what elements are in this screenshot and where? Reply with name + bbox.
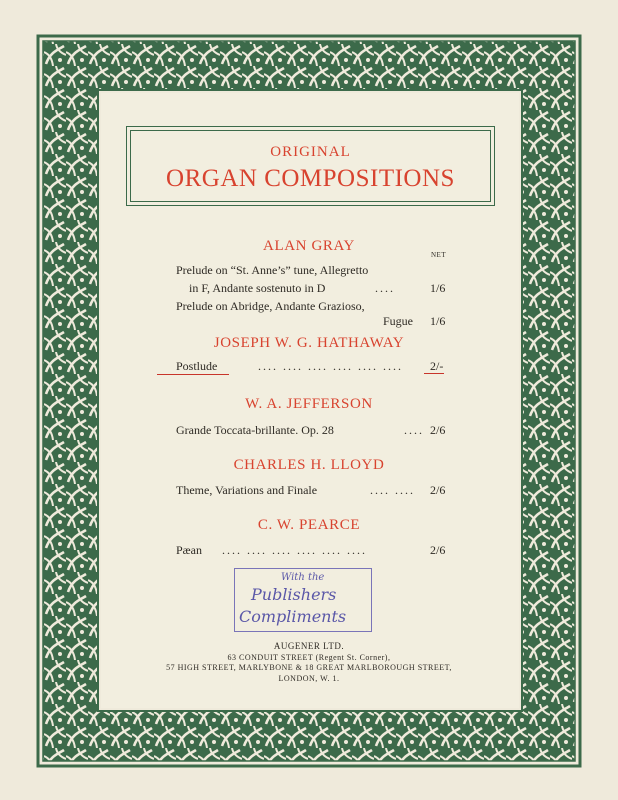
work-hathaway-dots: .... .... .... .... .... ....: [258, 359, 403, 373]
work-pearce-price: 2/6: [430, 543, 446, 557]
net-label: NET: [431, 251, 447, 259]
stamp-line-2: Publishers: [251, 585, 337, 604]
work-pearce-title: Pæan: [176, 543, 203, 557]
price-underline: [424, 373, 444, 374]
work-gray-2-line1: Prelude on Abridge, Andante Grazioso,: [176, 299, 365, 313]
publisher-address-1: 63 CONDUIT STREET (Regent St. Corner),: [227, 653, 391, 662]
work-lloyd-title: Theme, Variations and Finale: [176, 483, 318, 497]
title-organ-compositions: ORGAN COMPOSITIONS: [166, 165, 455, 192]
composer-hathaway: JOSEPH W. G. HATHAWAY: [213, 335, 405, 351]
work-pearce-dots: .... .... .... .... .... ....: [222, 543, 367, 557]
publishers-compliments-stamp: [234, 568, 372, 632]
work-hathaway-price: 2/-: [430, 359, 444, 373]
work-gray-1-dots: ....: [375, 281, 395, 295]
work-hathaway-title: Postlude: [176, 359, 218, 373]
composer-lloyd: CHARLES H. LLOYD: [233, 457, 385, 473]
work-gray-1-line1: Prelude on “St. Anne’s” tune, Allegretto: [176, 263, 369, 277]
work-gray-2-price: 1/6: [430, 314, 446, 328]
publisher-name: AUGENER LTD.: [273, 641, 345, 651]
title-box: [126, 126, 495, 206]
title-original: ORIGINAL: [270, 144, 351, 160]
work-gray-1-line2: in F, Andante sostenuto in D: [189, 281, 326, 295]
work-jefferson-dots: ....: [404, 423, 424, 437]
composer-alan-gray: ALAN GRAY: [263, 238, 355, 254]
publisher-address-3: LONDON, W. 1.: [278, 674, 340, 683]
composer-jefferson: W. A. JEFFERSON: [245, 396, 373, 412]
work-gray-2-line2: Fugue: [383, 314, 413, 328]
work-lloyd-dots: .... ....: [370, 483, 415, 497]
work-jefferson-title: Grande Toccata-brillante. Op. 28: [176, 423, 334, 437]
work-gray-1-price: 1/6: [430, 281, 446, 295]
stamp-line-3: Compliments: [239, 607, 347, 626]
stamp-line-1: With the: [281, 572, 325, 583]
work-jefferson-price: 2/6: [430, 423, 446, 437]
work-lloyd-price: 2/6: [430, 483, 446, 497]
publisher-address-2: 57 HIGH STREET, MARLYBONE & 18 GREAT MARLBOROUGH STREET,: [166, 663, 452, 672]
postlude-underline: [157, 374, 229, 375]
composer-pearce: C. W. PEARCE: [257, 517, 361, 533]
